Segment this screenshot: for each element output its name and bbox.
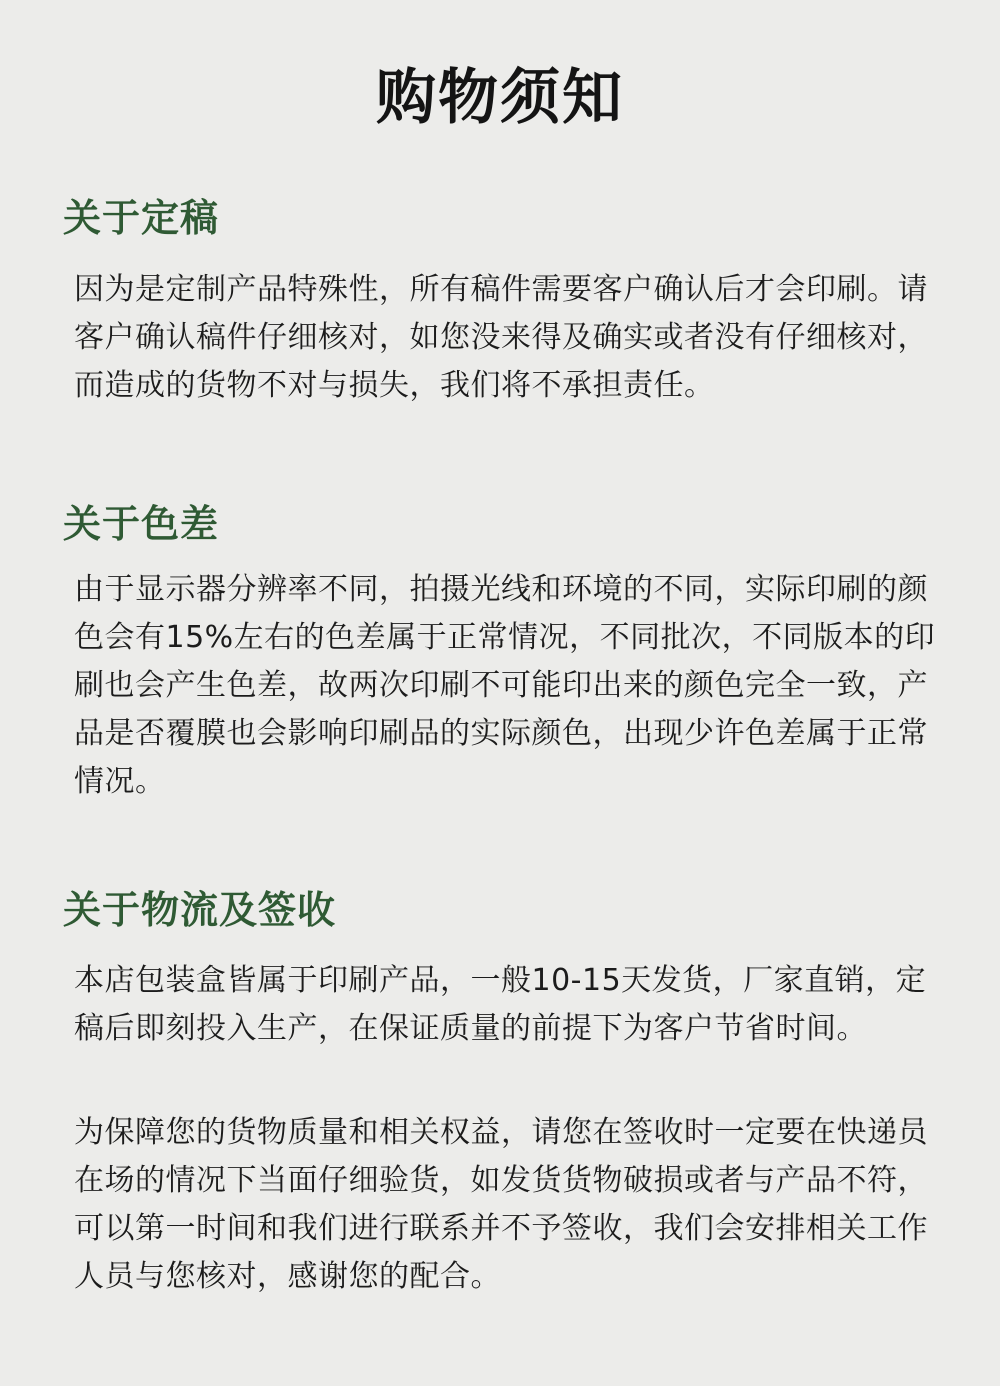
section-paragraph-logistics-shipping: 本店包装盒皆属于印刷产品，一般10-15天发货，厂家直销，定稿后即刻投入生产，在保证质量的前提下为客户节省时间。 <box>74 963 927 1046</box>
section-paragraph-color-difference: 由于显示器分辨率不同，拍摄光线和环境的不同，实际印刷的颜色会有15%左右的色差属于正常情况，不同批次，不同版本的印刷也会产生色差，故两次印刷不可能印出来的颜色完全一致，产品是否覆膜也会影响印刷品的实际颜色，出现少许色差属于正常情况。 <box>74 572 936 799</box>
section-heading-logistics: 关于物流及签收 <box>63 888 337 932</box>
page-title: 购物须知 <box>376 63 624 133</box>
section-heading-color-difference: 关于色差 <box>63 502 220 546</box>
section-paragraph-logistics-signing: 为保障您的货物质量和相关权益，请您在签收时一定要在快递员在场的情况下当面仔细验货，如发货货物破损或者与产品不符，可以第一时间和我们进行联系并不予签收，我们会安排相关工作人员与您核对，感谢您的配合。 <box>74 1115 928 1294</box>
section-heading-finalization: 关于定稿 <box>63 196 220 240</box>
section-paragraph-finalization: 因为是定制产品特殊性，所有稿件需要客户确认后才会印刷。请客户确认稿件仔细核对，如您没来得及确实或者没有仔细核对，而造成的货物不对与损失，我们将不承担责任。 <box>74 272 928 403</box>
